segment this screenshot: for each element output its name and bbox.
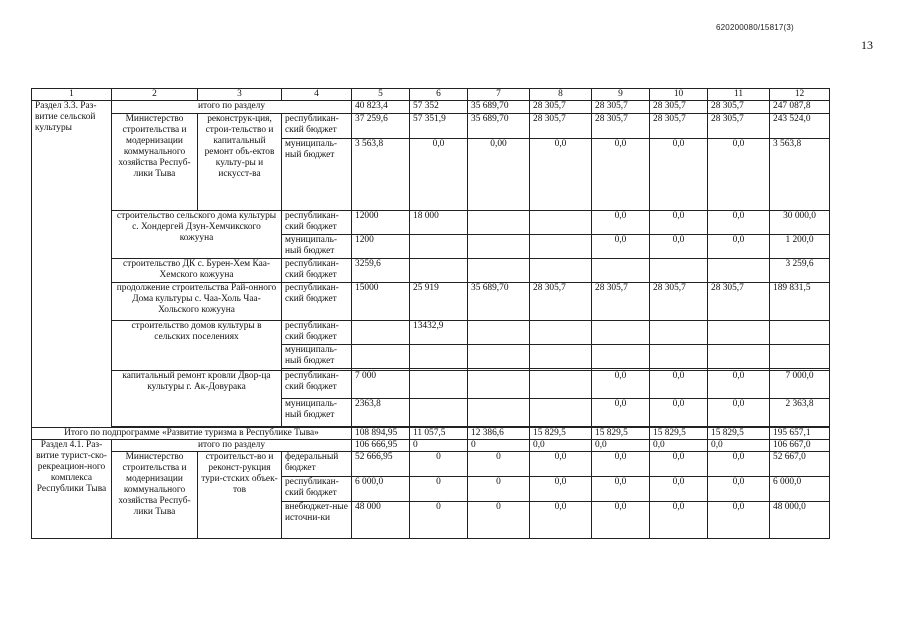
- budget-source: республикан-ский бюджет: [282, 321, 352, 345]
- table-cell: [468, 371, 530, 399]
- budget-source: республикан-ский бюджет: [282, 211, 352, 235]
- section-total-label: итого по разделу: [112, 440, 352, 452]
- table-cell: [530, 259, 592, 283]
- table-cell: 28 305,7: [592, 114, 650, 139]
- table-cell: [468, 259, 530, 283]
- table-cell: 0,0: [530, 452, 592, 477]
- table-cell: 0,0: [650, 502, 708, 539]
- budget-source: республикан-ский бюджет: [282, 371, 352, 399]
- table-cell: [708, 321, 770, 345]
- table-cell: [410, 399, 468, 427]
- measure-cell: реконструк-ция, строи-тельство и капитальный ремонт объ-ектов культу-ры и искусст-ва: [198, 114, 282, 211]
- table-cell: 28 305,7: [708, 114, 770, 139]
- table-cell: 2 363,8: [770, 399, 830, 427]
- table-cell: [770, 321, 830, 345]
- table-cell: 0: [468, 502, 530, 539]
- table-cell: [410, 345, 468, 369]
- table-cell: 0,0: [592, 452, 650, 477]
- column-number: 11: [708, 89, 770, 101]
- table-cell: 3 259,6: [770, 259, 830, 283]
- budget-source: республикан-ский бюджет: [282, 283, 352, 321]
- table-cell: 195 657,1: [770, 428, 830, 440]
- document-id: 620200080/15817(3): [716, 23, 794, 32]
- column-number: 2: [112, 89, 198, 101]
- table-cell: [592, 345, 650, 369]
- table-cell: 52 666,95: [352, 452, 410, 477]
- table-cell: 35 689,70: [468, 114, 530, 139]
- table-row: [32, 211, 830, 235]
- table-cell: 0,0: [592, 211, 650, 235]
- budget-table: [31, 88, 830, 539]
- table-cell: [410, 371, 468, 399]
- table-cell: 0: [468, 452, 530, 477]
- section-label: Раздел 3.3. Раз-витие сельской культуры: [32, 101, 112, 428]
- table-row: [32, 114, 830, 139]
- table-row: [32, 101, 830, 114]
- table-cell: 0,0: [592, 477, 650, 502]
- table-cell: [530, 371, 592, 399]
- table-row: [32, 428, 830, 440]
- table-cell: 3 563,8: [352, 139, 410, 211]
- table-cell: 0: [468, 477, 530, 502]
- table-cell: [650, 259, 708, 283]
- table-cell: 15 829,5: [708, 428, 770, 440]
- budget-source: республикан-ский бюджет: [282, 259, 352, 283]
- table-cell: 243 524,0: [770, 114, 830, 139]
- table-cell: 0,0: [530, 440, 592, 452]
- table-cell: [708, 259, 770, 283]
- table-cell: 25 919: [410, 283, 468, 321]
- table-cell: 6 000,0: [770, 477, 830, 502]
- subprogram-total-label: Итого по подпрограмме «Развитие туризма в Республике Тыва»: [32, 428, 352, 440]
- table-cell: [650, 321, 708, 345]
- table-cell: [468, 211, 530, 235]
- executor-cell: Министерство строительства и модернизации коммунального хозяйства Респуб-лики Тыва: [112, 452, 198, 539]
- column-number: 6: [410, 89, 468, 101]
- table-cell: [468, 321, 530, 345]
- table-cell: 108 894,95: [352, 428, 410, 440]
- column-number: 3: [198, 89, 282, 101]
- table-cell: 0,0: [530, 477, 592, 502]
- table-cell: 0,0: [708, 235, 770, 259]
- table-cell: 0,0: [530, 139, 592, 211]
- table-cell: 28 305,7: [650, 114, 708, 139]
- column-number: 10: [650, 89, 708, 101]
- table-cell: [468, 235, 530, 259]
- table-cell: 28 305,7: [592, 101, 650, 114]
- project-name: продолжение строительства Рай-онного Дома культуры с. Чаа-Холь Чаа-Хольского кожууна: [112, 283, 282, 321]
- table-cell: 1200: [352, 235, 410, 259]
- table-cell: 40 823,4: [352, 101, 410, 114]
- budget-source: муниципаль-ный бюджет: [282, 399, 352, 427]
- table-row: [32, 321, 830, 345]
- table-cell: 28 305,7: [708, 101, 770, 114]
- table-cell: 7 000,0: [770, 371, 830, 399]
- table-cell: 0,0: [708, 452, 770, 477]
- table-cell: [468, 345, 530, 369]
- table-cell: [352, 321, 410, 345]
- table-cell: 189 831,5: [770, 283, 830, 321]
- table-cell: 15 829,5: [592, 428, 650, 440]
- table-cell: 37 259,6: [352, 114, 410, 139]
- table-cell: [530, 321, 592, 345]
- table-cell: 0,0: [592, 399, 650, 427]
- budget-source: федеральный бюджет: [282, 452, 352, 477]
- table-cell: [650, 345, 708, 369]
- table-cell: 57 352: [410, 101, 468, 114]
- column-number: 4: [282, 89, 352, 101]
- table-cell: [530, 345, 592, 369]
- table-cell: [708, 345, 770, 369]
- table-cell: [770, 345, 830, 369]
- table-cell: 0,0: [592, 235, 650, 259]
- column-numbers-row: [32, 89, 830, 101]
- table-cell: [592, 321, 650, 345]
- table-cell: 12 386,6: [468, 428, 530, 440]
- table-cell: 0,0: [530, 502, 592, 539]
- table-cell: [352, 345, 410, 369]
- table-cell: 0,0: [650, 399, 708, 427]
- table-cell: 15000: [352, 283, 410, 321]
- table-cell: 0,0: [410, 139, 468, 211]
- table-cell: [530, 399, 592, 427]
- section-label: Раздел 4.1. Раз-витие турист-ско-рекреацион-ного комплекса Республики Тыва: [32, 440, 112, 539]
- table-cell: 18 000: [410, 211, 468, 235]
- table-cell: 0,0: [708, 139, 770, 211]
- table-cell: 52 667,0: [770, 452, 830, 477]
- table-cell: 0,0: [650, 477, 708, 502]
- table-cell: 0,0: [592, 440, 650, 452]
- table-cell: 28 305,7: [530, 283, 592, 321]
- measure-cell: строительст-во и реконст-рукция тури-стских объек-тов: [198, 452, 282, 539]
- table-cell: 247 087,8: [770, 101, 830, 114]
- budget-source: муниципаль-ный бюджет: [282, 139, 352, 211]
- table-cell: 28 305,7: [650, 101, 708, 114]
- table-cell: 1 200,0: [770, 235, 830, 259]
- table-cell: 0: [410, 452, 468, 477]
- table-cell: 0,0: [708, 399, 770, 427]
- budget-source: муниципаль-ный бюджет: [282, 235, 352, 259]
- column-number: 12: [770, 89, 830, 101]
- table-cell: 0,0: [708, 371, 770, 399]
- table-cell: 0,0: [650, 139, 708, 211]
- table-cell: 13432,9: [410, 321, 468, 345]
- table-cell: 0,0: [650, 235, 708, 259]
- table-cell: 2363,8: [352, 399, 410, 427]
- table-cell: 0,0: [708, 502, 770, 539]
- table-cell: 35 689,70: [468, 101, 530, 114]
- section-total-label: итого по разделу: [112, 101, 352, 114]
- table-cell: 0,0: [708, 440, 770, 452]
- table-cell: 6 000,0: [352, 477, 410, 502]
- table-cell: 57 351,9: [410, 114, 468, 139]
- table-cell: 0,0: [592, 371, 650, 399]
- table-row: [32, 371, 830, 399]
- budget-source: внебюджет-ные источни-ки: [282, 502, 352, 539]
- table-cell: 0,00: [468, 139, 530, 211]
- column-number: 9: [592, 89, 650, 101]
- table-cell: 0,0: [592, 139, 650, 211]
- table-cell: 15 829,5: [650, 428, 708, 440]
- table-cell: 28 305,7: [592, 283, 650, 321]
- table-cell: 3 563,8: [770, 139, 830, 211]
- column-number: 8: [530, 89, 592, 101]
- table-cell: 7 000: [352, 371, 410, 399]
- project-name: строительство ДК с. Бурен-Хем Каа-Хемского кожууна: [112, 259, 282, 283]
- table-cell: 12000: [352, 211, 410, 235]
- table-cell: 0,0: [650, 371, 708, 399]
- table-cell: 0,0: [650, 211, 708, 235]
- table-cell: 48 000: [352, 502, 410, 539]
- project-name: строительство домов культуры в сельских поселениях: [112, 321, 282, 371]
- budget-source: республикан-ский бюджет: [282, 477, 352, 502]
- table-cell: 28 305,7: [708, 283, 770, 321]
- table-cell: [592, 259, 650, 283]
- table-cell: 28 305,7: [650, 283, 708, 321]
- table-row: [32, 440, 830, 452]
- page-number: 13: [861, 38, 873, 52]
- executor-cell: Министерство строительства и модернизации коммунального хозяйства Респуб-лики Тыва: [112, 114, 198, 211]
- table-cell: 0,0: [708, 211, 770, 235]
- project-name: капитальный ремонт кровли Двор-ца культуры г. Ак-Довурака: [112, 371, 282, 427]
- table-cell: 28 305,7: [530, 101, 592, 114]
- project-name: строительство сельского дома культуры с. Хондергей Дзун-Хемчикского кожууна: [112, 211, 282, 259]
- table-cell: 106 666,95: [352, 440, 410, 452]
- table-cell: 0: [410, 477, 468, 502]
- table-cell: 15 829,5: [530, 428, 592, 440]
- table-cell: 0: [410, 440, 468, 452]
- table-cell: [410, 259, 468, 283]
- table-cell: 35 689,70: [468, 283, 530, 321]
- table-cell: 30 000,0: [770, 211, 830, 235]
- table-cell: [530, 235, 592, 259]
- column-number: 7: [468, 89, 530, 101]
- table-cell: 0,0: [592, 502, 650, 539]
- table-cell: 0,0: [708, 477, 770, 502]
- table-cell: 48 000,0: [770, 502, 830, 539]
- budget-source: республикан-ский бюджет: [282, 114, 352, 139]
- table-cell: 0: [410, 502, 468, 539]
- column-number: 5: [352, 89, 410, 101]
- budget-source: муниципаль-ный бюджет: [282, 345, 352, 369]
- table-cell: 28 305,7: [530, 114, 592, 139]
- table-cell: 0,0: [650, 452, 708, 477]
- table-cell: [468, 399, 530, 427]
- table-row: [32, 283, 830, 321]
- table-cell: 3259,6: [352, 259, 410, 283]
- table-cell: 106 667,0: [770, 440, 830, 452]
- table-cell: 0,0: [650, 440, 708, 452]
- table-cell: [530, 211, 592, 235]
- table-cell: 0: [468, 440, 530, 452]
- table-cell: 11 057,5: [410, 428, 468, 440]
- table-cell: [410, 235, 468, 259]
- column-number: 1: [32, 89, 112, 101]
- table-row: [32, 259, 830, 283]
- table-row: [32, 452, 830, 477]
